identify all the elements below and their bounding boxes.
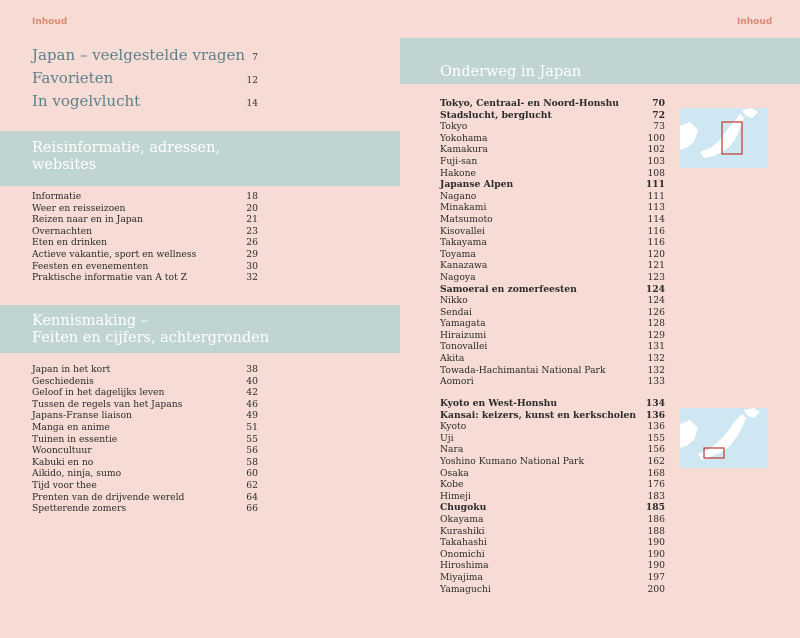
toc-entry-title: Feesten en evenementen [32,260,149,272]
toc-entry-page: 60 [246,468,258,480]
toc-entry-page: 40 [246,375,258,387]
toc-entry-title: Matsumoto [440,213,493,225]
toc-entry-page: 120 [647,248,665,260]
toc-entry-page: 136 [647,421,665,433]
toc-entry-page: 124 [645,283,665,295]
toc-entry-page: 114 [647,213,665,225]
toc-entry-title: Spetterende zomers [32,503,127,515]
toc-entry-page: 162 [647,455,665,467]
toc-entry-title: Hakone [440,167,476,179]
toc-entry[interactable] [440,191,665,203]
toc-entry-title: Overnachten [32,225,93,237]
toc-entry[interactable] [440,272,665,284]
toc-entry[interactable] [32,191,258,203]
toc-entry-page: 190 [647,560,665,572]
toc-entry-title: Kansai: keizers, kunst en kerkscholen [440,409,637,421]
toc-entry-title: Geschiedenis [32,375,94,387]
toc-entry-title: Nara [440,444,464,456]
toc-entry[interactable] [32,261,258,273]
toc-entry-page: 72 [652,109,665,121]
toc-list-tokyo [440,98,665,388]
toc-entry[interactable] [32,422,258,434]
toc-entry[interactable] [440,168,665,180]
toc-entry-page: 42 [246,387,258,399]
toc-entry-page: 168 [647,467,665,479]
toc-entry-page: 155 [647,432,665,444]
toc-entry-title: Informatie [32,191,82,202]
toc-entry-title: Japan in het kort [32,364,111,375]
toc-entry-page: 121 [647,260,665,272]
toc-entry[interactable] [32,387,258,399]
toc-entry[interactable] [32,457,258,469]
toc-entry[interactable] [32,399,258,411]
toc-entry[interactable] [440,365,665,377]
toc-entry[interactable] [440,179,665,191]
toc-entry-title: Eten en drinken [32,237,107,249]
toc-entry-page: 51 [246,421,258,433]
toc-entry[interactable] [440,214,665,226]
toc-entry-page: 73 [653,121,665,133]
toc-entry-page: 111 [645,179,665,191]
toc-entry-title: Tuinen in essentie [32,433,118,445]
toc-entry-page: 26 [246,237,258,249]
toc-entry-title: Kabuki en no [32,456,94,468]
toc-entry[interactable] [440,133,665,145]
toc-entry-page: 116 [647,225,665,237]
toc-entry-page: 38 [246,364,258,375]
toc-entry[interactable] [440,295,665,307]
toc-entry-title: Tijd voor thee [32,479,97,491]
toc-entry[interactable] [32,237,258,249]
toc-entry-title: Onomichi [440,548,485,560]
toc-entry[interactable] [32,364,258,376]
toc-entry[interactable] [440,318,665,330]
toc-entry-page: 29 [246,248,258,260]
japan-map-west [680,408,768,468]
toc-entry[interactable] [440,121,665,133]
toc-entry-page: 102 [647,144,665,156]
toc-entry[interactable] [440,156,665,168]
toc-entry[interactable] [440,491,665,503]
toc-entry-page: 58 [246,456,258,468]
toc-entry-page: 126 [647,306,665,318]
toc-entry-page: 56 [246,445,258,457]
toc-entry-page: 20 [246,202,258,214]
toc-entry-title: Japans-Franse liaison [32,410,132,422]
toc-entry-page: 132 [647,364,665,376]
toc-entry[interactable] [32,410,258,422]
toc-entry[interactable] [440,98,665,110]
toc-entry-title: Yokohama [440,132,488,144]
toc-entry[interactable] [32,376,258,388]
section-band-onderweg: Onderweg in Japan [400,38,800,84]
toc-entry[interactable] [32,226,258,238]
toc-entry[interactable] [32,203,258,215]
toc-entry-title: Akita [440,353,465,365]
toc-entry-title: Uji [440,432,454,444]
toc-entry-page: 30 [246,260,258,272]
toc-entry-title: Fuji-san [440,155,478,167]
toc-entry-page: 132 [647,353,665,365]
toc-entry[interactable] [440,560,665,572]
toc-entry-page: 116 [647,237,665,249]
toc-entry[interactable] [440,398,665,410]
toc-entry-page: 134 [645,398,665,409]
toc-entry-page: 32 [246,272,258,284]
toc-entry-page: 176 [647,479,665,491]
toc-entry-title: Okayama [440,513,484,525]
toc-entry-title: Kyoto [440,421,467,433]
toc-entry-page: 186 [647,513,665,525]
toc-entry-title: Stadslucht, berglucht [440,109,552,121]
toc-entry[interactable] [32,468,258,480]
toc-list-kyoto [440,398,665,595]
toc-list-reisinformatie [32,191,258,284]
toc-entry-page: 131 [647,341,665,353]
toc-entry-title: Nagano [440,190,477,202]
toc-entry[interactable] [440,353,665,365]
toc-entry[interactable] [440,226,665,238]
toc-entry[interactable] [440,444,665,456]
toc-entry-title: Kanazawa [440,260,488,272]
toc-entry-title: Towada-Hachimantai National Park [440,364,606,376]
toc-entry-title: Tokyo [440,121,468,133]
toc-entry-title: Yamaguchi [440,583,491,595]
toc-entry-page: 188 [647,525,665,537]
toc-entry-title: Takayama [440,237,487,249]
toc-entry-title: Nikko [440,295,468,307]
toc-entry[interactable] [440,110,665,122]
toc-entry-title: Sendai [440,306,472,318]
toc-entry-page: 46 [246,398,258,410]
toc-entry[interactable] [440,433,665,445]
toc-entry-page: 128 [647,318,665,330]
toc-entry[interactable] [440,479,665,491]
running-header-left: Inhoud [32,17,68,27]
toc-entry-title: Praktische informatie van A tot Z [32,272,188,284]
toc-entry-page: 133 [647,376,665,388]
toc-entry-page: 190 [647,537,665,549]
toc-entry[interactable] [440,144,665,156]
toc-entry-title: Tokyo, Centraal- en Noord-Honshu [440,98,619,109]
toc-entry[interactable] [440,502,665,514]
toc-entry-page: 62 [246,479,258,491]
toc-entry-title: Takahashi [440,537,487,549]
toc-entry-title: Chugoku [440,502,487,514]
toc-entry-page: 124 [647,295,665,307]
toc-entry-page: 123 [647,271,665,283]
toc-entry[interactable] [440,260,665,272]
toc-entry-page: 23 [246,225,258,237]
running-header-right: Inhoud [737,17,773,27]
toc-entry-title: Weer en reisseizoen [32,202,126,214]
toc-entry[interactable] [440,537,665,549]
toc-entry[interactable] [440,341,665,353]
japan-map-north [680,108,768,168]
toc-entry-title: Kisovallei [440,225,485,237]
toc-entry-title: Tussen de regels van het Japans [32,398,183,410]
toc-entry[interactable]: Favorieten 12 [32,69,258,87]
toc-entry-title: Kobe [440,479,464,491]
toc-entry[interactable] [440,572,665,584]
toc-entry[interactable]: Japan – veelgestelde vragen 7 [32,46,258,64]
toc-entry-title: Tonovallei [440,341,488,353]
toc-entry-page: 111 [647,190,665,202]
toc-entry-title: Osaka [440,467,469,479]
toc-entry-title: Aikido, ninja, sumo [32,468,122,480]
toc-entry[interactable] [440,584,665,596]
toc-entry[interactable] [440,526,665,538]
toc-entry[interactable] [440,202,665,214]
toc-entry-page: 183 [647,490,665,502]
toc-entry-title: Miyajima [440,571,483,583]
toc-entry[interactable] [32,249,258,261]
toc-entry-title: Hiroshima [440,560,489,572]
toc-entry[interactable] [440,330,665,342]
toc-entry[interactable] [440,410,665,422]
toc-entry-title: Toyama [440,248,476,260]
toc-entry-page: 129 [647,329,665,341]
toc-entry-page: 49 [246,410,258,422]
toc-entry-title: Actieve vakantie, sport en wellness [32,248,197,260]
toc-entry-page: 185 [645,502,665,514]
toc-entry-title: Manga en anime [32,421,110,433]
toc-entry-page: 21 [246,214,258,226]
toc-entry-title: Wooncultuur [32,445,92,457]
toc-entry-page: 66 [246,503,258,515]
intro-toc [32,46,258,115]
toc-entry[interactable] [440,468,665,480]
toc-entry[interactable] [32,492,258,504]
toc-entry-title: Japanse Alpen [440,179,514,191]
toc-entry-page: 18 [246,191,258,202]
toc-entry-title: Minakami [440,202,487,214]
toc-entry-title: Yamagata [440,318,486,330]
toc-entry-page: 136 [645,409,665,421]
toc-entry[interactable] [440,456,665,468]
toc-entry-title: Himeji [440,490,471,502]
toc-entry[interactable] [440,421,665,433]
toc-entry-title: Kyoto en West-Honshu [440,398,557,409]
section-band-reisinformatie: Reisinformatie, adressen, websites [0,131,400,186]
toc-entry[interactable] [32,503,258,515]
toc-entry-title: Yoshino Kumano National Park [440,455,585,467]
toc-entry-title: Kamakura [440,144,488,156]
toc-entry[interactable] [32,214,258,226]
toc-entry-title: Samoerai en zomerfeesten [440,283,577,295]
toc-entry[interactable] [440,307,665,319]
toc-entry-title: Aomori [440,376,474,388]
toc-entry-page: 200 [647,583,665,595]
toc-entry[interactable] [32,272,258,284]
toc-entry-page: 55 [246,433,258,445]
toc-entry-title: Kurashiki [440,525,485,537]
toc-list-kennismaking [32,364,258,515]
toc-entry[interactable] [440,514,665,526]
toc-entry[interactable] [440,376,665,388]
toc-entry[interactable]: In vogelvlucht 14 [32,92,258,110]
toc-entry-page: 156 [647,444,665,456]
toc-entry[interactable] [440,549,665,561]
toc-entry-title: Nagoya [440,271,476,283]
toc-entry-page: 100 [647,132,665,144]
toc-entry[interactable] [440,284,665,296]
toc-entry[interactable] [32,434,258,446]
toc-entry-page: 190 [647,548,665,560]
toc-entry-title: Hiraizumi [440,329,487,341]
toc-entry-page: 197 [647,571,665,583]
toc-entry-page: 70 [652,98,665,109]
section-band-kennismaking: Kennismaking – Feiten en cijfers, achtergronden [0,305,400,353]
toc-entry-title: Reizen naar en in Japan [32,214,144,226]
toc-entry[interactable] [440,249,665,261]
toc-entry-page: 64 [246,491,258,503]
toc-entry-page: 108 [647,167,665,179]
toc-entry-title: Geloof in het dagelijks leven [32,387,165,399]
toc-entry[interactable] [440,237,665,249]
toc-entry[interactable] [32,480,258,492]
toc-entry-page: 113 [647,202,665,214]
toc-entry-page: 103 [647,155,665,167]
toc-entry[interactable] [32,445,258,457]
toc-entry-title: Prenten van de drijvende wereld [32,491,185,503]
